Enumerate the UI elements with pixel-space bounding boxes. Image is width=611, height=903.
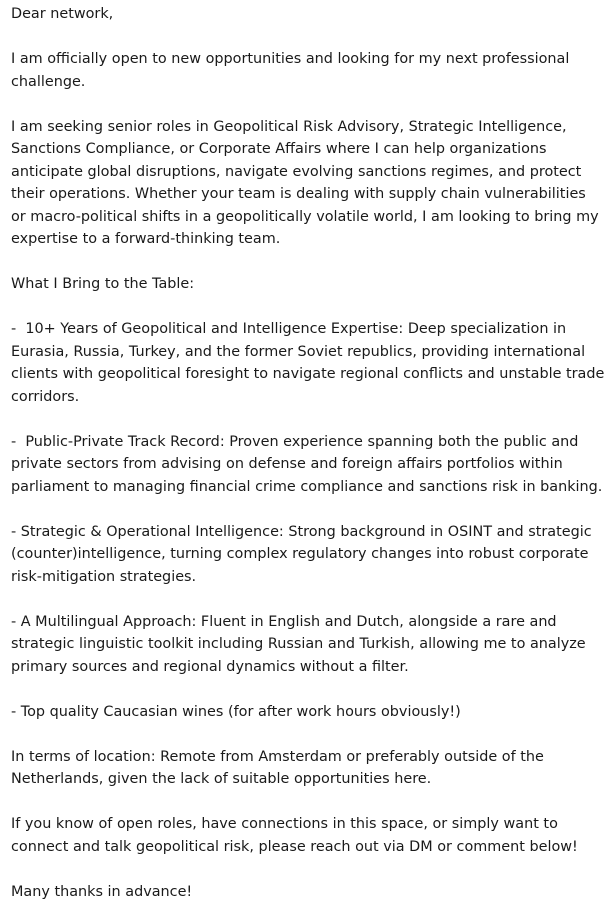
post-table-heading: What I Bring to the Table: <box>11 273 605 296</box>
paragraph-gap <box>11 26 605 49</box>
paragraph-gap <box>11 723 605 746</box>
paragraph-gap <box>11 251 605 274</box>
paragraph-gap <box>11 296 605 319</box>
post-intro: I am officially open to new opportunities and looking for my next professional challenge. <box>11 48 605 93</box>
post-point-multilingual: - A Multilingual Approach: Fluent in English and Dutch, alongside a rare and strategic linguistic toolkit including Russian and Turkish, allowing me to analyze primary sources and regional dynamics without a filter. <box>11 611 605 679</box>
post-seeking-roles: I am seeking senior roles in Geopolitical Risk Advisory, Strategic Intelligence, Sanctions Compliance, or Corporate Affairs where I can help organizations anticipate global disruptions, navigate evolving sanctions regimes, and protect their operations. Whether your team is dealing with supply chain vulnerabilities or macro-political shifts in a geopolitically volatile world, I am looking to bring my expertise to a forward-thinking team. <box>11 116 605 251</box>
paragraph-gap <box>11 678 605 701</box>
post-point-intelligence: - Strategic & Operational Intelligence: Strong background in OSINT and strategic (counter)intelligence, turning complex regulatory changes into robust corporate risk-mitigation strategies. <box>11 521 605 589</box>
paragraph-gap <box>11 588 605 611</box>
paragraph-gap <box>11 408 605 431</box>
paragraph-gap <box>11 791 605 814</box>
post-point-wines: - Top quality Caucasian wines (for after work hours obviously!) <box>11 701 605 724</box>
post-closing: Many thanks in advance! <box>11 881 605 903</box>
paragraph-gap <box>11 93 605 116</box>
post-location: In terms of location: Remote from Amsterdam or preferably outside of the Netherlands, given the lack of suitable opportunities here. <box>11 746 605 791</box>
post-call-to-action: If you know of open roles, have connections in this space, or simply want to connect and talk geopolitical risk, please reach out via DM or comment below! <box>11 813 605 858</box>
paragraph-gap <box>11 498 605 521</box>
post-point-experience: - 10+ Years of Geopolitical and Intelligence Expertise: Deep specialization in Eurasia, Russia, Turkey, and the former Soviet republics, providing international clients with geopolitical foresight to navigate regional conflicts and unstable trade corridors. <box>11 318 605 408</box>
paragraph-gap <box>11 858 605 881</box>
post-greeting: Dear network, <box>11 3 605 26</box>
post-point-track-record: - Public-Private Track Record: Proven experience spanning both the public and private sectors from advising on defense and foreign affairs portfolios within parliament to managing financial crime compliance and sanctions risk in banking. <box>11 431 605 499</box>
